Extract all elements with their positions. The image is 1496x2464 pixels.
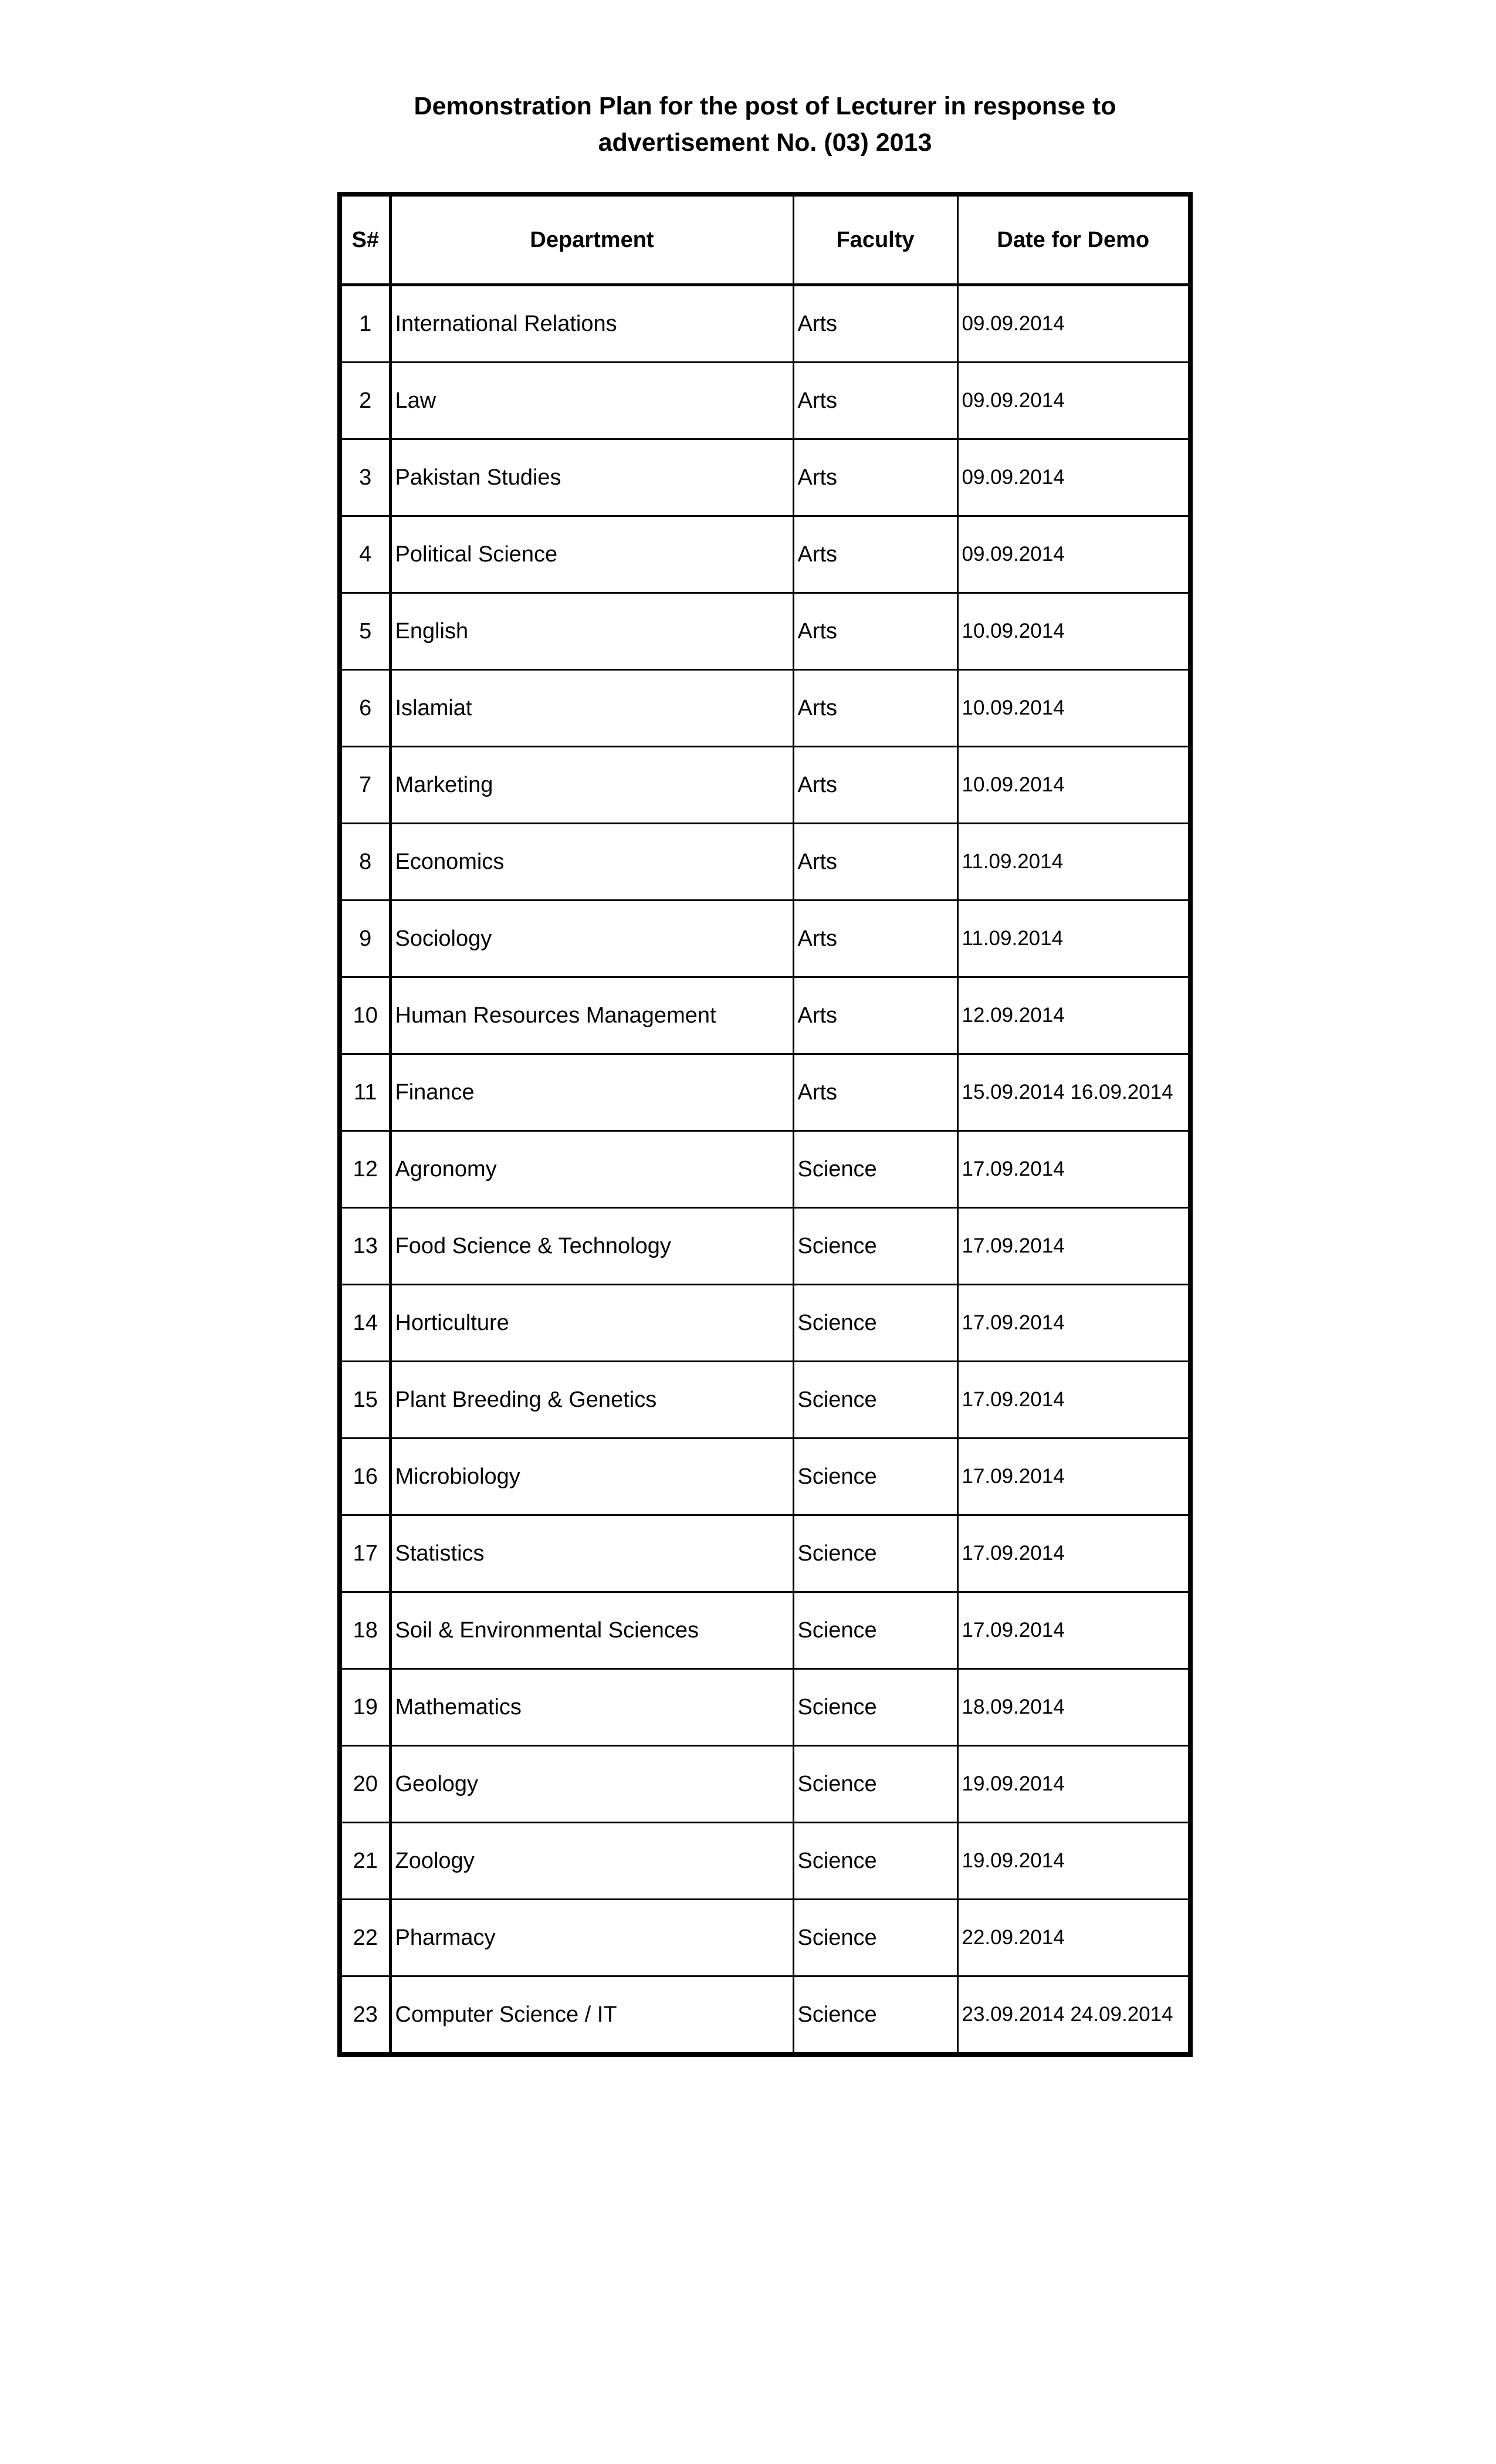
cell-sn: 9: [340, 901, 390, 977]
cell-sn: 17: [340, 1515, 390, 1592]
cell-date: 11.09.2014: [957, 901, 1190, 977]
cell-faculty: Science: [793, 1746, 957, 1823]
cell-sn: 8: [340, 824, 390, 901]
table-row: [340, 747, 1190, 824]
table-row: [340, 1746, 1190, 1823]
cell-date: 15.09.2014 16.09.2014: [957, 1054, 1190, 1131]
cell-department: English: [390, 593, 793, 670]
cell-date: 11.09.2014: [957, 824, 1190, 901]
cell-department: Economics: [390, 824, 793, 901]
table-row: [340, 285, 1190, 363]
table-row: [340, 824, 1190, 901]
cell-department: Sociology: [390, 901, 793, 977]
header-sn: S#: [340, 194, 390, 285]
cell-faculty: Science: [793, 1208, 957, 1285]
table-row: [340, 1208, 1190, 1285]
cell-faculty: Arts: [793, 363, 957, 439]
cell-faculty: Science: [793, 1823, 957, 1900]
cell-date: 09.09.2014: [957, 285, 1190, 363]
cell-date: 17.09.2014: [957, 1285, 1190, 1362]
table-row: [340, 901, 1190, 977]
cell-department: Microbiology: [390, 1439, 793, 1515]
cell-sn: 10: [340, 977, 390, 1054]
table-row: [340, 977, 1190, 1054]
cell-faculty: Arts: [793, 593, 957, 670]
cell-sn: 2: [340, 363, 390, 439]
cell-date: 23.09.2014 24.09.2014: [957, 1976, 1190, 2055]
cell-department: Pakistan Studies: [390, 439, 793, 516]
cell-date: 10.09.2014: [957, 747, 1190, 824]
cell-faculty: Science: [793, 1592, 957, 1669]
cell-date: 10.09.2014: [957, 593, 1190, 670]
cell-sn: 6: [340, 670, 390, 747]
cell-sn: 15: [340, 1362, 390, 1439]
cell-faculty: Science: [793, 1900, 957, 1976]
cell-department: Marketing: [390, 747, 793, 824]
cell-faculty: Arts: [793, 977, 957, 1054]
cell-department: Finance: [390, 1054, 793, 1131]
cell-department: International Relations: [390, 285, 793, 363]
table-row: [340, 1131, 1190, 1208]
cell-faculty: Science: [793, 1515, 957, 1592]
table-row: [340, 1823, 1190, 1900]
table-row: [340, 1669, 1190, 1746]
cell-department: Islamiat: [390, 670, 793, 747]
cell-faculty: Arts: [793, 670, 957, 747]
cell-department: Soil & Environmental Sciences: [390, 1592, 793, 1669]
cell-department: Human Resources Management: [390, 977, 793, 1054]
table-row: [340, 670, 1190, 747]
table-header-row: [340, 194, 1190, 285]
cell-faculty: Arts: [793, 901, 957, 977]
cell-date: 17.09.2014: [957, 1515, 1190, 1592]
cell-date: 18.09.2014: [957, 1669, 1190, 1746]
page-title-line-1: Demonstration Plan for the post of Lecturer in response to: [414, 92, 1116, 120]
cell-department: Food Science & Technology: [390, 1208, 793, 1285]
header-faculty: Faculty: [793, 194, 957, 285]
cell-department: Mathematics: [390, 1669, 793, 1746]
cell-date: 09.09.2014: [957, 516, 1190, 593]
table-body: [340, 285, 1190, 2055]
table-row: [340, 439, 1190, 516]
demo-schedule-table: [337, 192, 1193, 2057]
table-row: [340, 593, 1190, 670]
table-row: [340, 1439, 1190, 1515]
cell-date: 12.09.2014: [957, 977, 1190, 1054]
cell-sn: 13: [340, 1208, 390, 1285]
cell-sn: 21: [340, 1823, 390, 1900]
cell-department: Statistics: [390, 1515, 793, 1592]
cell-sn: 3: [340, 439, 390, 516]
cell-department: Plant Breeding & Genetics: [390, 1362, 793, 1439]
cell-sn: 23: [340, 1976, 390, 2055]
cell-date: 17.09.2014: [957, 1208, 1190, 1285]
cell-date: 09.09.2014: [957, 439, 1190, 516]
table-row: [340, 516, 1190, 593]
cell-date: 17.09.2014: [957, 1439, 1190, 1515]
cell-department: Agronomy: [390, 1131, 793, 1208]
cell-date: 10.09.2014: [957, 670, 1190, 747]
cell-date: 22.09.2014: [957, 1900, 1190, 1976]
cell-department: Political Science: [390, 516, 793, 593]
cell-date: 17.09.2014: [957, 1131, 1190, 1208]
cell-sn: 19: [340, 1669, 390, 1746]
cell-sn: 5: [340, 593, 390, 670]
cell-faculty: Arts: [793, 747, 957, 824]
cell-sn: 18: [340, 1592, 390, 1669]
header-date: Date for Demo: [957, 194, 1190, 285]
cell-sn: 12: [340, 1131, 390, 1208]
cell-department: Geology: [390, 1746, 793, 1823]
cell-sn: 11: [340, 1054, 390, 1131]
page-title-line-2: advertisement No. (03) 2013: [598, 128, 932, 157]
cell-faculty: Science: [793, 1285, 957, 1362]
cell-sn: 16: [340, 1439, 390, 1515]
cell-faculty: Arts: [793, 285, 957, 363]
cell-date: 19.09.2014: [957, 1823, 1190, 1900]
cell-sn: 22: [340, 1900, 390, 1976]
cell-sn: 7: [340, 747, 390, 824]
cell-date: 17.09.2014: [957, 1592, 1190, 1669]
cell-faculty: Arts: [793, 516, 957, 593]
table-row: [340, 1976, 1190, 2055]
cell-sn: 14: [340, 1285, 390, 1362]
table-row: [340, 1054, 1190, 1131]
cell-faculty: Science: [793, 1439, 957, 1515]
page-title: [337, 88, 1193, 161]
cell-department: Zoology: [390, 1823, 793, 1900]
cell-department: Horticulture: [390, 1285, 793, 1362]
cell-faculty: Science: [793, 1976, 957, 2055]
cell-faculty: Science: [793, 1131, 957, 1208]
cell-faculty: Arts: [793, 1054, 957, 1131]
table-row: [340, 1285, 1190, 1362]
cell-faculty: Arts: [793, 439, 957, 516]
cell-faculty: Science: [793, 1362, 957, 1439]
table-row: [340, 1592, 1190, 1669]
table-row: [340, 1515, 1190, 1592]
header-department: Department: [390, 194, 793, 285]
table-row: [340, 363, 1190, 439]
cell-faculty: Science: [793, 1669, 957, 1746]
table-row: [340, 1362, 1190, 1439]
cell-department: Computer Science / IT: [390, 1976, 793, 2055]
cell-sn: 20: [340, 1746, 390, 1823]
cell-date: 17.09.2014: [957, 1362, 1190, 1439]
table-row: [340, 1900, 1190, 1976]
cell-sn: 4: [340, 516, 390, 593]
cell-date: 09.09.2014: [957, 363, 1190, 439]
cell-sn: 1: [340, 285, 390, 363]
cell-department: Pharmacy: [390, 1900, 793, 1976]
cell-department: Law: [390, 363, 793, 439]
cell-date: 19.09.2014: [957, 1746, 1190, 1823]
cell-faculty: Arts: [793, 824, 957, 901]
